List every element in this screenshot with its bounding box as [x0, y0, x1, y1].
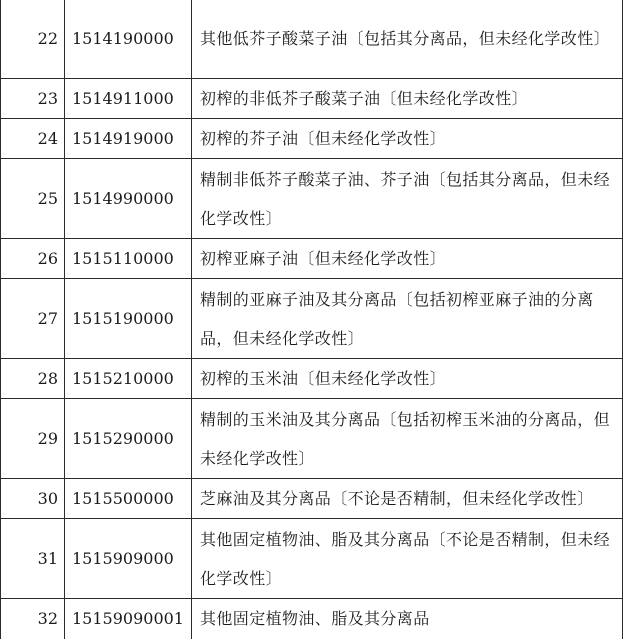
- product-description: 其他固定植物油、脂及其分离品〔不论是否精制，但未经化学改性〕: [192, 519, 623, 599]
- tariff-code: 1515190000: [65, 279, 192, 359]
- row-number: 23: [1, 79, 65, 119]
- product-description: 精制非低芥子酸菜子油、芥子油〔包括其分离品，但未经化学改性〕: [192, 159, 623, 239]
- row-number: 29: [1, 399, 65, 479]
- tariff-code: 1514911000: [65, 79, 192, 119]
- row-number: 22: [1, 0, 65, 79]
- tariff-code: 15159090001: [65, 599, 192, 639]
- table-row: [1, 79, 623, 119]
- table-row: [1, 359, 623, 399]
- product-description: 其他低芥子酸菜子油〔包括其分离品，但未经化学改性〕: [192, 0, 623, 79]
- row-number: 31: [1, 519, 65, 599]
- row-number: 32: [1, 599, 65, 639]
- tariff-code: 1515110000: [65, 239, 192, 279]
- tariff-code: 1514190000: [65, 0, 192, 79]
- table-row: [1, 159, 623, 239]
- product-description: 芝麻油及其分离品〔不论是否精制，但未经化学改性〕: [192, 479, 623, 519]
- table-row: [1, 239, 623, 279]
- table-row: [1, 479, 623, 519]
- tariff-code: 1515500000: [65, 479, 192, 519]
- product-description: 其他固定植物油、脂及其分离品: [192, 599, 623, 639]
- tariff-code: 1514919000: [65, 119, 192, 159]
- tariff-code: 1515290000: [65, 399, 192, 479]
- tariff-code: 1515909000: [65, 519, 192, 599]
- table-row: [1, 119, 623, 159]
- row-number: 27: [1, 279, 65, 359]
- product-description: 初榨的非低芥子酸菜子油〔但未经化学改性〕: [192, 79, 623, 119]
- product-description: 精制的玉米油及其分离品〔包括初榨玉米油的分离品，但未经化学改性〕: [192, 399, 623, 479]
- tariff-code: 1514990000: [65, 159, 192, 239]
- product-description: 初榨亚麻子油〔但未经化学改性〕: [192, 239, 623, 279]
- table-row: [1, 399, 623, 479]
- tariff-code: 1515210000: [65, 359, 192, 399]
- product-description: 精制的亚麻子油及其分离品〔包括初榨亚麻子油的分离品，但未经化学改性〕: [192, 279, 623, 359]
- table-row: [1, 519, 623, 599]
- table-row: [1, 279, 623, 359]
- table-row: [1, 0, 623, 79]
- product-description: 初榨的玉米油〔但未经化学改性〕: [192, 359, 623, 399]
- row-number: 30: [1, 479, 65, 519]
- table-row: [1, 599, 623, 639]
- row-number: 25: [1, 159, 65, 239]
- row-number: 24: [1, 119, 65, 159]
- row-number: 28: [1, 359, 65, 399]
- product-description: 初榨的芥子油〔但未经化学改性〕: [192, 119, 623, 159]
- row-number: 26: [1, 239, 65, 279]
